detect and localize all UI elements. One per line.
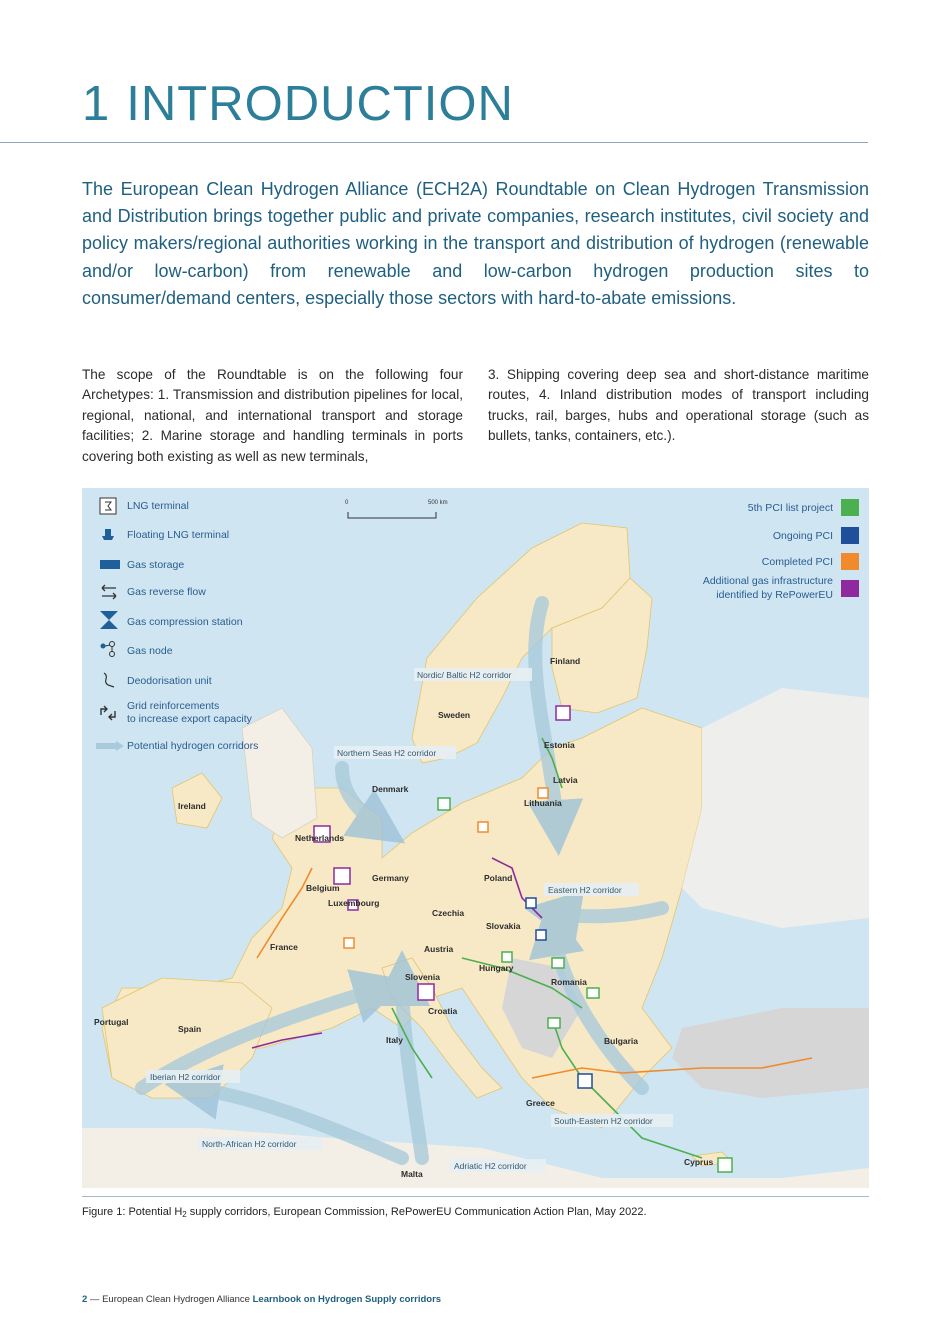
country-estonia: Estonia [544, 740, 575, 750]
caption-text-end: supply corridors, European Commission, RePowerEU Communication Action Plan, May 2022. [186, 1206, 647, 1218]
country-luxembourg: Luxembourg [328, 898, 380, 908]
country-latvia: Latvia [553, 775, 578, 785]
country-slovakia: Slovakia [486, 921, 521, 931]
legend-label-line2: to increase export capacity [127, 713, 252, 725]
legend-label: Gas node [127, 645, 173, 657]
country-ireland: Ireland [178, 801, 206, 811]
country-hungary: Hungary [479, 963, 514, 973]
europe-hydrogen-corridor-map [82, 488, 869, 1188]
legend-label: Floating LNG terminal [127, 529, 230, 541]
body-column-1: The scope of the Roundtable is on the following four Archetypes: 1. Transmission and distribution pipelines for local, regional, national, and international transport and storage facilities; 2. Marine storage and handling terminals in ports covering both existing as well as new terminals, [82, 367, 463, 464]
caption-text: Figure 1: Potential H [82, 1206, 183, 1218]
legend-label: LNG terminal [127, 500, 189, 512]
country-bulgaria: Bulgaria [604, 1036, 639, 1046]
legend-label: Grid reinforcements [127, 700, 220, 712]
legend-label: Gas reverse flow [127, 586, 206, 598]
page-number: 2 [82, 1294, 88, 1305]
lng-terminal-icon [100, 498, 116, 514]
country-italy: Italy [386, 1035, 404, 1045]
legend-right-label: Completed PCI [761, 556, 833, 568]
country-belgium: Belgium [306, 883, 340, 893]
legend-label: Deodorisation unit [127, 675, 212, 687]
country-greece: Greece [526, 1098, 555, 1108]
legend-right-label: Additional gas infrastructure [702, 575, 833, 587]
section-number: 1 [82, 77, 111, 131]
caption-subscript: 2 [182, 1210, 187, 1219]
body-column-2: 3. Shipping covering deep sea and short-distance maritime routes, 4. Inland distribution modes of transport including trucks, rail, barges, hubs and operational storage (such as bullets, tanks, containers, etc.). [488, 367, 869, 444]
country-czechia: Czechia [432, 908, 465, 918]
swatch-5th-pci [841, 499, 859, 516]
swatch-repowereu [841, 580, 859, 597]
section-title: INTRODUCTION [126, 77, 514, 131]
corridor-label: South-Eastern H2 corridor [554, 1116, 653, 1126]
country-croatia: Croatia [428, 1006, 458, 1016]
page-title [82, 74, 514, 134]
legend-right-label: Ongoing PCI [772, 530, 833, 542]
corridor-label: North-African H2 corridor [202, 1139, 297, 1149]
country-france: France [270, 942, 298, 952]
country-spain: Spain [178, 1024, 202, 1034]
lead-paragraph: The European Clean Hydrogen Alliance (ECH2A) Roundtable on Clean Hydrogen Transmission and Distribution brings together public and private companies, research institutes, civil society and policy makers/regional authorities working in the transport and distribution of hydrogen (renewable and/or low-carbon) from renewable and low-carbon hydrogen production sites to consumer/demand centers, especially those sectors with hard-to-abate emissions. [82, 179, 869, 308]
corridor-label: Nordic/ Baltic H2 corridor [417, 670, 512, 680]
figure-caption [82, 1206, 647, 1219]
country-cyprus: Cyprus [684, 1157, 714, 1167]
legend-label: Potential hydrogen corridors [127, 740, 259, 752]
legend-label: Gas compression station [127, 616, 243, 628]
country-finland: Finland [550, 656, 581, 666]
legend-label: Gas storage [127, 559, 185, 571]
swatch-ongoing-pci [841, 527, 859, 544]
footer-title: Learnbook on Hydrogen Supply corridors [252, 1294, 442, 1305]
country-denmark: Denmark [372, 784, 409, 794]
title-rule [0, 142, 868, 143]
corridor-label: Northern Seas H2 corridor [337, 748, 437, 758]
country-lithuania: Lithuania [524, 798, 562, 808]
corridor-label: Iberian H2 corridor [150, 1072, 221, 1082]
country-romania: Romania [551, 977, 587, 987]
gas-storage-icon [100, 560, 120, 569]
country-portugal: Portugal [94, 1017, 129, 1027]
country-austria: Austria [424, 944, 454, 954]
country-sweden: Sweden [438, 710, 471, 720]
legend-right-label-line2: identified by RePowerEU [716, 589, 833, 601]
corridor-label: Adriatic H2 corridor [454, 1161, 527, 1171]
scale-end: 500 km [428, 500, 448, 506]
country-slovenia: Slovenia [405, 972, 440, 982]
country-poland: Poland [484, 873, 513, 883]
legend-right-label: 5th PCI list project [747, 502, 833, 514]
country-germany: Germany [372, 873, 409, 883]
footer-org: European Clean Hydrogen Alliance [102, 1294, 250, 1305]
caption-rule [82, 1196, 869, 1197]
swatch-completed-pci [841, 553, 859, 570]
footer-separator: — [89, 1294, 100, 1305]
country-malta: Malta [401, 1169, 423, 1179]
page-footer [82, 1294, 441, 1305]
country-netherlands: Netherlands [295, 833, 345, 843]
corridor-label: Eastern H2 corridor [548, 885, 622, 895]
scale-start: 0 [345, 500, 349, 506]
